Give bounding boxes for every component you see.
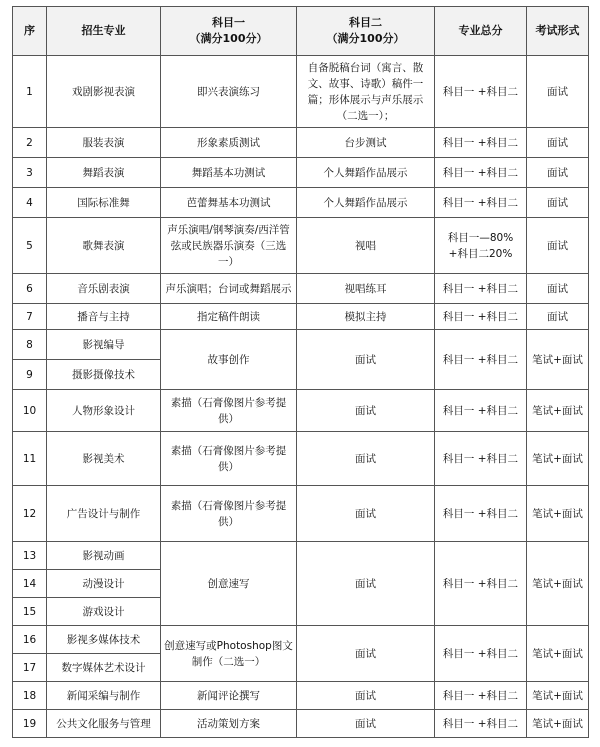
cell-total: 科目一 +科目二 [435,626,527,682]
cell-total: 科目一 +科目二 [435,330,527,390]
table-row [13,682,589,710]
table-row [13,188,589,218]
cell-no: 3 [13,158,47,188]
cell-subject1: 舞蹈基本功测试 [161,158,297,188]
cell-no: 2 [13,128,47,158]
cell-total: 科目一 +科目二 [435,432,527,486]
cell-subject2: 面试 [297,390,435,432]
cell-major: 戏剧影视表演 [47,56,161,128]
cell-subject2: 模拟主持 [297,304,435,330]
cell-no: 11 [13,432,47,486]
cell-subject1: 新闻评论撰写 [161,682,297,710]
cell-format: 笔试+面试 [527,542,589,626]
cell-subject2: 视唱 [297,218,435,274]
admissions-table [12,6,589,738]
cell-no: 16 [13,626,47,654]
cell-format: 笔试+面试 [527,710,589,738]
header-subject1 [161,7,297,56]
cell-total: 科目一 +科目二 [435,188,527,218]
cell-subject2: 面试 [297,542,435,626]
cell-major: 影视美术 [47,432,161,486]
cell-subject1: 即兴表演练习 [161,56,297,128]
header-format: 考试形式 [527,7,589,56]
cell-format: 面试 [527,188,589,218]
cell-major: 游戏设计 [47,598,161,626]
table-row [13,542,589,570]
cell-major: 影视编导 [47,330,161,360]
cell-no: 9 [13,360,47,390]
header-subject1-title: 科目一 [212,16,245,29]
header-subject2-title: 科目二 [349,16,382,29]
cell-total: 科目一 +科目二 [435,304,527,330]
cell-subject1: 素描（石膏像图片参考提供） [161,432,297,486]
cell-total: 科目一 +科目二 [435,486,527,542]
cell-major: 音乐剧表演 [47,274,161,304]
cell-subject1: 故事创作 [161,330,297,390]
cell-total: 科目一 +科目二 [435,128,527,158]
header-subject2-note: （满分100分） [326,32,405,45]
cell-subject1: 声乐演唱/钢琴演奏/西洋管弦或民族器乐演奏（三选一） [161,218,297,274]
cell-total: 科目一 +科目二 [435,682,527,710]
cell-format: 笔试+面试 [527,626,589,682]
cell-format: 笔试+面试 [527,330,589,390]
cell-subject2: 个人舞蹈作品展示 [297,188,435,218]
cell-subject1: 活动策划方案 [161,710,297,738]
header-major: 招生专业 [47,7,161,56]
table-row [13,432,589,486]
cell-major: 人物形象设计 [47,390,161,432]
table-row [13,330,589,360]
cell-subject2: 面试 [297,486,435,542]
cell-subject2: 视唱练耳 [297,274,435,304]
table-row [13,390,589,432]
cell-format: 面试 [527,304,589,330]
cell-no: 7 [13,304,47,330]
cell-subject2: 台步测试 [297,128,435,158]
cell-major: 摄影摄像技术 [47,360,161,390]
cell-no: 19 [13,710,47,738]
cell-no: 14 [13,570,47,598]
cell-subject1: 素描（石膏像图片参考提供） [161,390,297,432]
cell-subject1: 形象素质测试 [161,128,297,158]
table-row [13,218,589,274]
cell-major: 广告设计与制作 [47,486,161,542]
cell-major: 影视多媒体技术 [47,626,161,654]
cell-subject1: 声乐演唱；台词或舞蹈展示 [161,274,297,304]
cell-no: 13 [13,542,47,570]
header-row [13,7,589,56]
cell-format: 面试 [527,274,589,304]
header-total: 专业总分 [435,7,527,56]
cell-major: 数字媒体艺术设计 [47,654,161,682]
cell-format: 笔试+面试 [527,390,589,432]
cell-subject1: 创意速写或Photoshop图文制作（二选一） [161,626,297,682]
cell-no: 12 [13,486,47,542]
cell-major: 动漫设计 [47,570,161,598]
cell-no: 10 [13,390,47,432]
cell-no: 4 [13,188,47,218]
table-row [13,710,589,738]
cell-subject1: 芭蕾舞基本功测试 [161,188,297,218]
cell-total: 科目一 +科目二 [435,158,527,188]
cell-subject2: 自备脱稿台词（寓言、散文、故事、诗歌）稿件一篇；形体展示与声乐展示（二选一）； [297,56,435,128]
cell-subject2: 面试 [297,682,435,710]
cell-no: 1 [13,56,47,128]
table-row [13,304,589,330]
cell-major: 国际标准舞 [47,188,161,218]
table-row [13,158,589,188]
header-subject2 [297,7,435,56]
cell-no: 18 [13,682,47,710]
cell-subject2: 面试 [297,710,435,738]
cell-subject1: 素描（石膏像图片参考提供） [161,486,297,542]
cell-no: 8 [13,330,47,360]
header-subject1-note: （满分100分） [189,32,268,45]
cell-total: 科目一 +科目二 [435,56,527,128]
cell-major: 公共文化服务与管理 [47,710,161,738]
table-row [13,486,589,542]
cell-total: 科目一 +科目二 [435,710,527,738]
table-row [13,56,589,128]
cell-format: 笔试+面试 [527,486,589,542]
table-row [13,274,589,304]
header-no: 序 [13,7,47,56]
cell-format: 面试 [527,128,589,158]
cell-subject2: 面试 [297,330,435,390]
cell-major: 新闻采编与制作 [47,682,161,710]
cell-total: 科目一 +科目二 [435,542,527,626]
cell-format: 笔试+面试 [527,682,589,710]
cell-no: 6 [13,274,47,304]
cell-total: 科目一 +科目二 [435,274,527,304]
cell-subject2: 面试 [297,626,435,682]
cell-subject1: 指定稿件朗读 [161,304,297,330]
cell-total: 科目一—80% +科目二20% [435,218,527,274]
cell-no: 15 [13,598,47,626]
cell-no: 5 [13,218,47,274]
cell-major: 播音与主持 [47,304,161,330]
cell-subject1: 创意速写 [161,542,297,626]
cell-format: 面试 [527,218,589,274]
cell-major: 服装表演 [47,128,161,158]
cell-format: 笔试+面试 [527,432,589,486]
cell-major: 舞蹈表演 [47,158,161,188]
cell-subject2: 面试 [297,432,435,486]
cell-major: 歌舞表演 [47,218,161,274]
cell-format: 面试 [527,158,589,188]
table-row [13,128,589,158]
cell-major: 影视动画 [47,542,161,570]
cell-total: 科目一 +科目二 [435,390,527,432]
cell-format: 面试 [527,56,589,128]
table-row [13,626,589,654]
cell-no: 17 [13,654,47,682]
cell-subject2: 个人舞蹈作品展示 [297,158,435,188]
